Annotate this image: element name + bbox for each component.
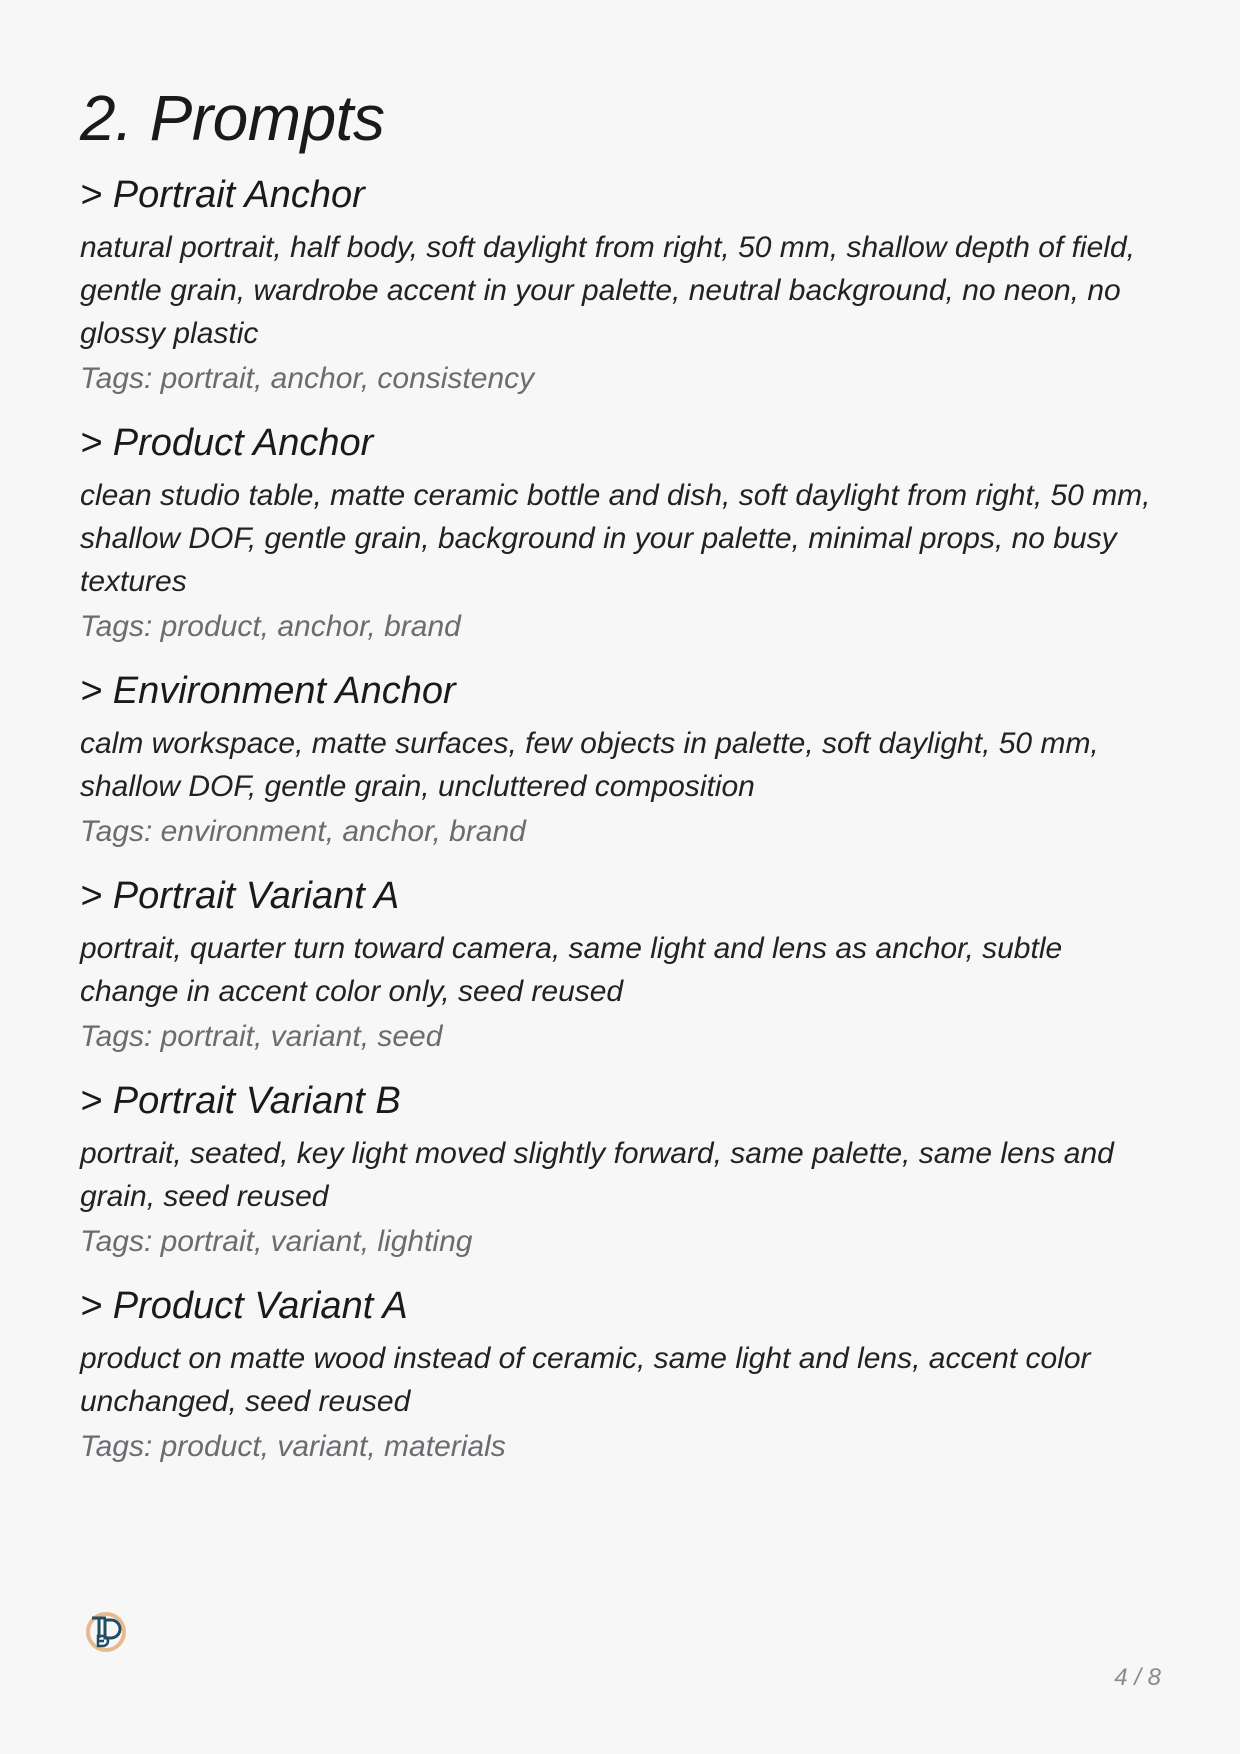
prompt-product-anchor <box>80 420 1160 648</box>
prompt-text: calm workspace, matte surfaces, few objects in palette, soft daylight, 50 mm, shallow DOF, gentle grain, uncluttered composition <box>80 727 1099 803</box>
document-page <box>80 78 1160 1488</box>
prompt-heading: > Portrait Variant A <box>80 875 400 917</box>
prompt-portrait-variant-a <box>80 873 1160 1058</box>
prompt-product-variant-a <box>80 1283 1160 1468</box>
prompt-text: product on matte wood instead of ceramic, same light and lens, accent color unchanged, seed reused <box>80 1342 1091 1418</box>
prompt-heading: > Product Anchor <box>80 422 374 464</box>
prompt-portrait-variant-b <box>80 1078 1160 1263</box>
tdb-monogram-logo-icon <box>84 1610 128 1654</box>
prompt-heading: > Product Variant A <box>80 1285 408 1327</box>
prompt-heading: > Portrait Anchor <box>80 174 365 216</box>
prompt-tags: Tags: portrait, anchor, consistency <box>80 362 535 395</box>
prompt-heading: > Environment Anchor <box>80 670 456 712</box>
prompt-tags: Tags: product, variant, materials <box>80 1430 506 1463</box>
prompt-text: clean studio table, matte ceramic bottle and dish, soft daylight from right, 50 mm, shallow DOF, gentle grain, background in your palette, minimal props, no busy textures <box>80 479 1151 598</box>
prompt-text: portrait, quarter turn toward camera, same light and lens as anchor, subtle change in accent color only, seed reused <box>80 932 1063 1008</box>
prompt-text: portrait, seated, key light moved slightly forward, same palette, same lens and grain, seed reused <box>80 1137 1114 1213</box>
prompt-tags: Tags: portrait, variant, seed <box>80 1020 443 1053</box>
page-title: 2. Prompts <box>80 82 385 154</box>
prompt-tags: Tags: product, anchor, brand <box>80 610 461 643</box>
prompt-text: natural portrait, half body, soft daylight from right, 50 mm, shallow depth of field, gentle grain, wardrobe accent in your palette, neutral background, no neon, no glossy plastic <box>80 231 1135 350</box>
prompt-portrait-anchor <box>80 172 1160 400</box>
prompt-tags: Tags: environment, anchor, brand <box>80 815 526 848</box>
prompt-tags: Tags: portrait, variant, lighting <box>80 1225 473 1258</box>
prompt-heading: > Portrait Variant B <box>80 1080 401 1122</box>
prompt-environment-anchor <box>80 668 1160 853</box>
page-number: 4 / 8 <box>1114 1664 1161 1691</box>
